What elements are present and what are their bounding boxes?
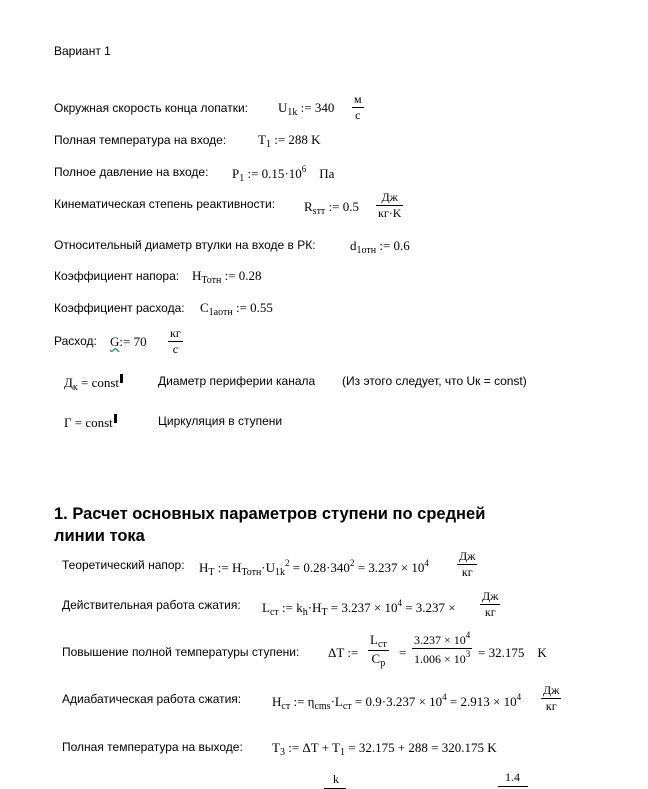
formula-g[interactable]: G:= 70 [110,334,147,349]
unit-g: кг с [170,326,181,356]
label-d1: Относительный диаметр втулки на входе в РК: [54,238,316,252]
fraction-values: $\frac{3.237 \times 10^4}{1.006 \times 10^3}$ [414,630,471,666]
fraction-l-over-cp: $L_{ст}$ $C_p$ [370,632,387,669]
unit-calc-ht: Дж кг [459,549,476,579]
formula-d1[interactable]: $d_{1отн}$ := 0.6 [350,238,410,256]
footer-value-underline [498,786,528,787]
formula-rst[interactable]: $R_{sтт}$ := 0.5 [304,199,360,217]
footer-k: k [333,772,339,786]
formula-calc-t3[interactable]: $T_3$ := $\Delta T + T_1 = 32.175 + 288 = 320.175$ K [272,740,497,758]
insertion-cursor [120,374,123,383]
footer-value: 1.4 [505,770,520,784]
unit-u1k: м с [354,92,362,122]
insertion-cursor [114,414,117,423]
note-dk-consequence: (Из этого следует, что Uк = const) [342,374,527,388]
label-p1: Полное давление на входе: [54,165,209,179]
formula-calc-dt-eq: = [399,645,407,660]
note-dk: Диаметр периферии канала [158,374,316,388]
label-c1a: Коэффициент расхода: [54,301,185,315]
formula-dk[interactable]: $Д_к$ = const [64,374,123,393]
label-calc-t3: Полная температура на выходе: [62,740,243,754]
unit-rst: Дж кг·K [378,190,402,220]
unit-calc-lst: Дж кг [482,589,499,619]
label-rst: Кинематическая степень реактивности: [54,197,276,211]
formula-calc-dt-lhs[interactable]: ΔT := [328,645,359,660]
label-g: Расход: [54,334,97,348]
label-ht: Коэффициент напора: [54,269,180,283]
formula-calc-lst[interactable]: $L_{ст}$ := $k_h\cdot H_T = 3.237 \times 10^4 = 3.237$ × [262,598,456,618]
label-u1k: Окружная скорость конца лопатки: [54,101,248,115]
label-calc-ht: Теоретический напор: [62,558,185,572]
formula-calc-ht[interactable]: $H_T$ := $H_{Тотн}\cdot U_{1k}^2 = 0.28\cdot 340^2 = 3.237 \times 10^4$ [199,558,429,578]
formula-calc-dt-result[interactable]: = 32.175 K [478,645,547,660]
formula-c1a[interactable]: $C_{1аотн}$ := 0.55 [200,300,273,318]
label-calc-dt: Повышение полной температуры ступени: [62,645,300,659]
section-heading: 1. Расчет основных параметров ступени по средней линии тока [54,505,486,545]
formula-gamma[interactable]: Г = const [64,414,117,431]
formula-ht[interactable]: $H_{Тотн}$ := 0.28 [192,268,262,286]
formula-u1k[interactable]: $U_{1k}$ := 340 [278,100,335,118]
unit-calc-hst: Дж кг [543,683,560,713]
formula-calc-hst[interactable]: $H_{ст}$ := $\eta_{cms}\cdot L_{ст} = 0.9\cdot 3.237 \times 10^4 = 2.913 \times 10^4$ [272,692,522,712]
formula-t1[interactable]: $T_1$ := 288 K [258,132,321,150]
formula-p1[interactable]: $P_1$ := $0.15\cdot 10^6$ Па [232,164,335,184]
variant-title: Вариант 1 [54,44,111,58]
label-calc-lst: Действительная работа сжатия: [62,598,241,612]
label-calc-hst: Адиабатическая работа сжатия: [62,692,242,706]
label-t1: Полная температура на входе: [54,133,227,147]
note-gamma: Циркуляция в ступени [158,414,283,428]
